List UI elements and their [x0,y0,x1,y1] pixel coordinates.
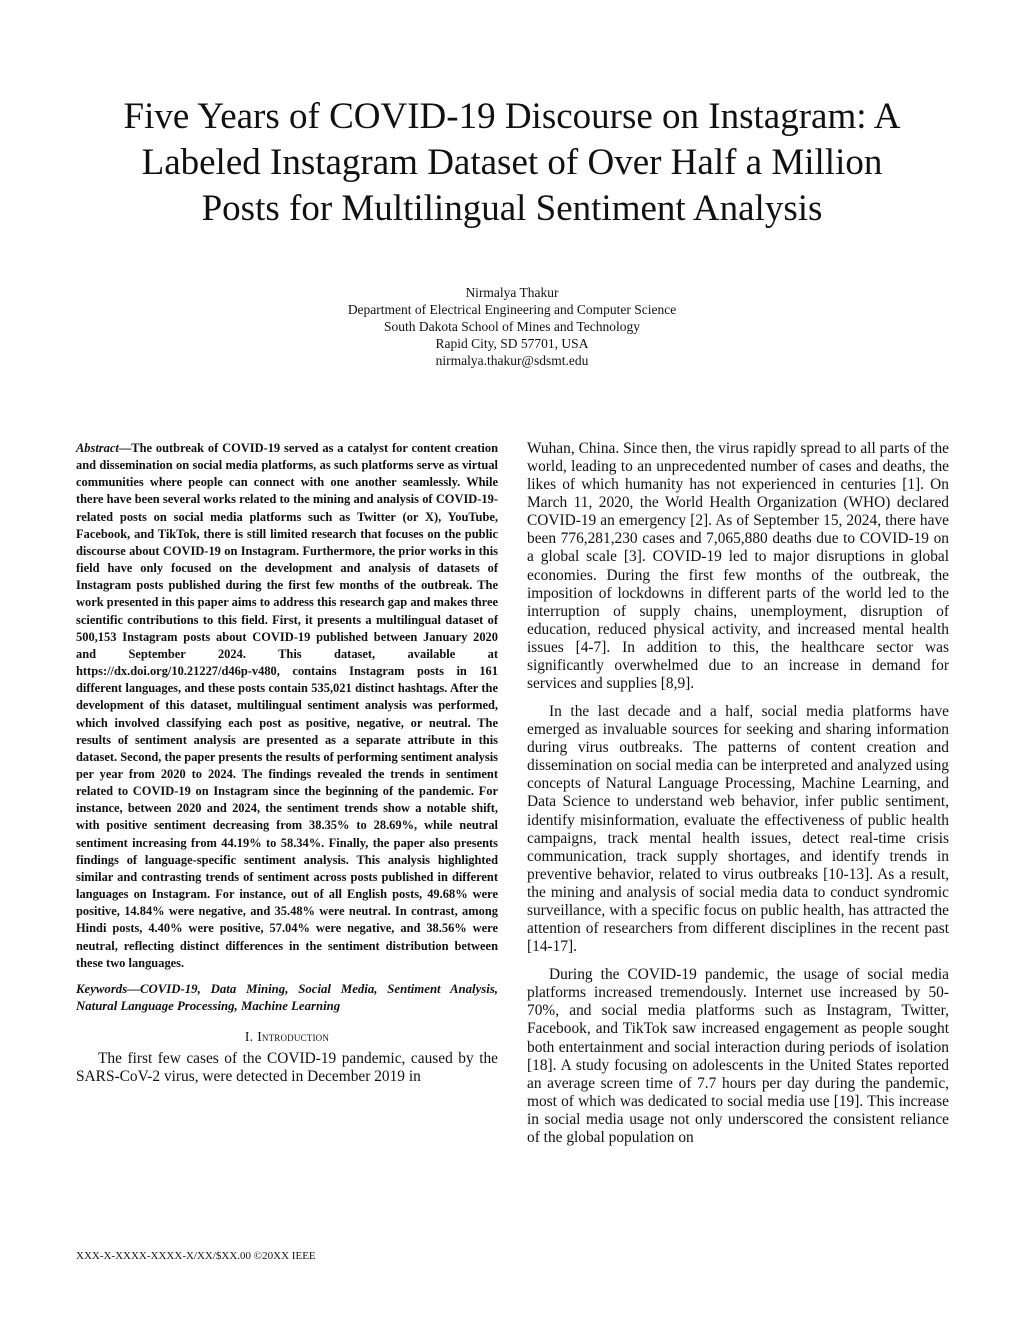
intro-paragraph-2: In the last decade and a half, social media platforms have emerged as invaluable sources for seeking and sharing information during virus outbreaks. The patterns of content creation and dissemination on social media can be interpreted and analyzed using concepts of Natural Language Processing, Machine Learning, and Data Science to understand web behavior, infer public sentiment, identify misinformation, evaluate the effectiveness of public health campaigns, track mental health issues, detect real-time crisis communication, track supply shortages, and identify trends in preventive behavior, related to virus outbreaks [10-13]. As a result, the mining and analysis of social media data to conduct syndromic surveillance, with a specific focus on public health, has attracted the attention of researchers from different disciplines in the recent past [14-17]. [527,703,949,956]
section-number: I. [244,1029,254,1045]
intro-paragraph-1-continued: Wuhan, China. Since then, the virus rapidly spread to all parts of the world, leading to an unprecedented number of cases and deaths, the likes of which humanity has not experienced in centuries [1]. On March 11, 2020, the World Health Organization (WHO) declared COVID-19 an emergency [2]. As of September 15, 2024, there have been 776,281,230 cases and 7,065,880 deaths due to COVID-19 on a global scale [3]. COVID-19 led to major disruptions in global economies. During the first few months of the outbreak, the imposition of lockdowns in different parts of the world led to the interruption of supply chains, unemployment, disruption of education, reduced physical activity, and increased mental health issues [4-7]. In addition to this, the healthcare sector was significantly overwhelmed due to an increase in demand for services and supplies [8,9]. [527,440,949,693]
author-block [200,284,824,369]
author-location: Rapid City, SD 57701, USA [435,336,589,351]
section-heading-introduction [76,1028,498,1046]
author-email: nirmalya.thakur@sdsmt.edu [435,353,589,368]
intro-paragraph-1-start: The first few cases of the COVID-19 pandemic, caused by the SARS-CoV-2 virus, were detected in December 2019 in [76,1050,498,1086]
intro-paragraph-3: During the COVID-19 pandemic, the usage of social media platforms increased tremendously. Internet use increased by 50-70%, and social media platforms such as Instagram, Twitter, Facebook, and TikTok saw increased engagement as people sought both entertainment and social interaction during periods of isolation [18]. A study focusing on adolescents in the United States reported an average screen time of 7.7 hours per day during the pandemic, most of which was dedicated to social media use [19]. This increase in social media usage not only underscored the consistent reliance of the global population on [527,966,949,1146]
section-title: Introduction [257,1029,330,1045]
title-line-1: Five Years of COVID-19 Discourse on Instagram: A [123,96,901,137]
right-column [527,440,949,1157]
left-column [76,440,498,1086]
paper-title [60,94,964,232]
abstract-text: The outbreak of COVID-19 served as a catalyst for content creation and dissemination on social media platforms, as such platforms serve as virtual communities where people can connect with one another seamlessly. While there have been several works related to the mining and analysis of COVID-19-related posts on social media platforms such as Twitter (or X), YouTube, Facebook, and TikTok, there is still limited research that focuses on the public discourse about COVID-19 on Instagram. Furthermore, the prior works in this field have only focused on the development and analysis of datasets of Instagram posts published during the first few months of the outbreak. The work presented in this paper aims to address this research gap and makes three scientific contributions to this field. First, it presents a multilingual dataset of 500,153 Instagram posts about COVID-19 published between January 2020 and September 2024. This dataset, available at https://dx.doi.org/10.21227/d46p-v480, contains Instagram posts in 161 different languages, and these posts contain 535,021 distinct hashtags. After the development of this dataset, multilingual sentiment analysis was performed, which involved classifying each post as positive, negative, or neutral. The results of sentiment analysis are presented as a separate attribute in this dataset. Second, the paper presents the results of performing sentiment analysis per year from 2020 to 2024. The findings revealed the trends in sentiment related to COVID-19 on Instagram since the beginning of the pandemic. For instance, between 2020 and 2024, the sentiment trends show a notable shift, with positive sentiment decreasing from 38.35% to 28.69%, while neutral sentiment increasing from 44.19% to 58.34%. Finally, the paper also presents findings of language-specific sentiment analysis. This analysis highlighted similar and contrasting trends of sentiment across posts published in different languages on Instagram. For instance, out of all English posts, 49.68% were positive, 14.84% were negative, and 35.48% were neutral. In contrast, among Hindi posts, 4.40% were positive, 57.04% were negative, and 38.56% were neutral, reflecting distinct differences in the sentiment distribution between these two languages. [76,441,498,970]
copyright-footer: XXX-X-XXXX-XXXX-X/XX/$XX.00 ©20XX IEEE [76,1250,316,1262]
author-department: Department of Electrical Engineering and Computer Science [347,302,677,317]
abstract-lead: Abstract— [76,441,132,455]
abstract [76,440,498,972]
title-line-2: Labeled Instagram Dataset of Over Half a Million [141,142,883,183]
keywords: Keywords—COVID-19, Data Mining, Social Media, Sentiment Analysis, Natural Language Processing, Machine Learning [76,981,498,1014]
author-name: Nirmalya Thakur [465,285,559,300]
title-line-3: Posts for Multilingual Sentiment Analysis [201,188,823,229]
author-institution: South Dakota School of Mines and Technology [383,319,641,334]
